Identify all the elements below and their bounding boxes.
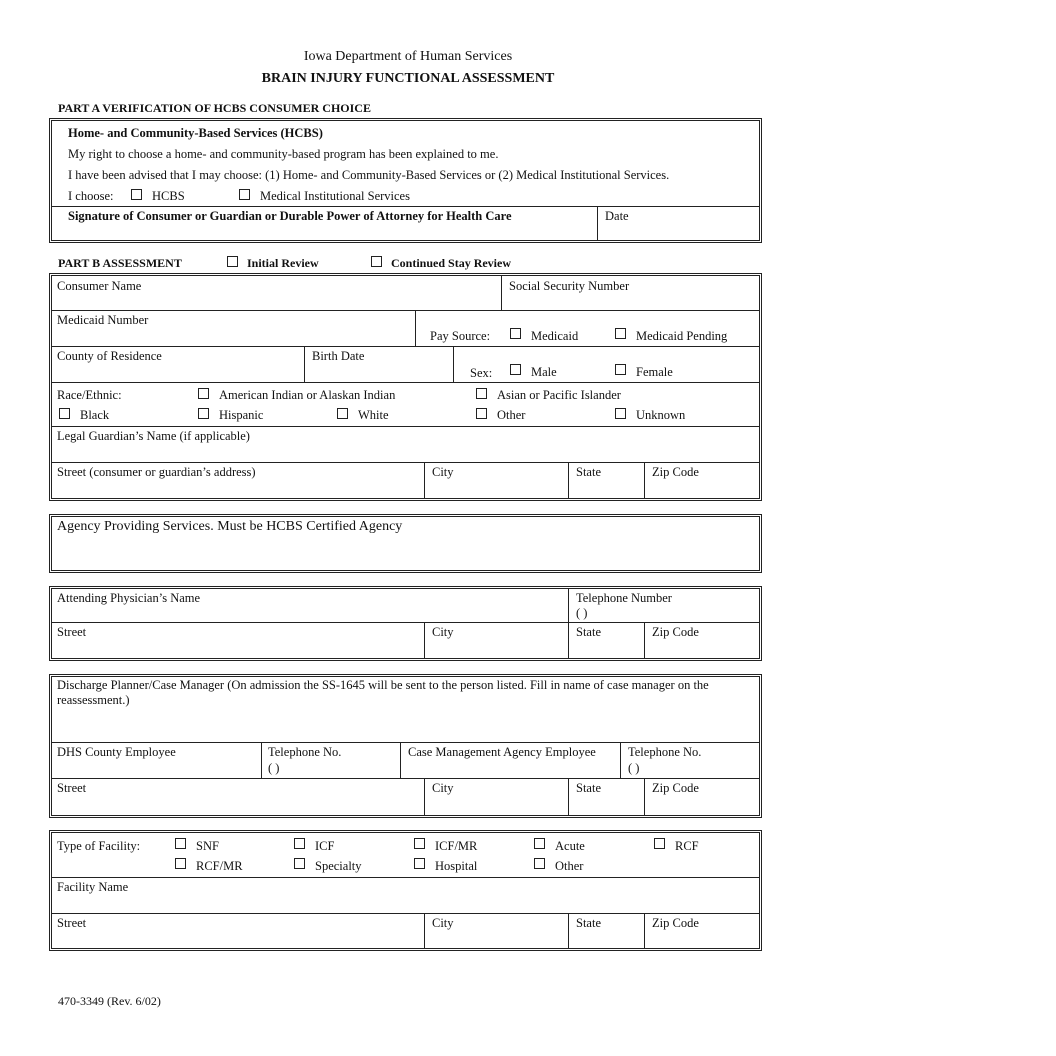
- divider: [644, 462, 645, 498]
- signature-field[interactable]: [52, 222, 596, 239]
- divider: [415, 310, 416, 346]
- race-asian-label: Asian or Pacific Islander: [497, 388, 621, 402]
- divider: [261, 742, 262, 778]
- facility-icfmr-label: ICF/MR: [435, 839, 478, 853]
- divider: [52, 206, 759, 207]
- divider: [52, 877, 759, 878]
- divider: [52, 913, 759, 914]
- physician-city-label: City: [432, 625, 454, 639]
- divider: [52, 462, 759, 463]
- guardian-name-label: Legal Guardian’s Name (if applicable): [57, 429, 250, 443]
- medical-institutional-option-label: Medical Institutional Services: [260, 189, 410, 203]
- facility-city-label: City: [432, 916, 454, 930]
- race-black-label: Black: [80, 408, 110, 422]
- divider: [424, 913, 425, 948]
- race-white-checkbox[interactable]: [337, 408, 348, 419]
- discharge-planner-label: Discharge Planner/Case Manager (On admission the SS-1645 will be sent to the person listed. Fill in name of case manager on the reassessment.): [57, 678, 709, 707]
- facility-snf-checkbox[interactable]: [175, 838, 186, 849]
- dhs-county-employee-label: DHS County Employee: [57, 745, 176, 759]
- facility-icf-checkbox[interactable]: [294, 838, 305, 849]
- facility-snf-label: SNF: [196, 839, 219, 853]
- signature-label: Signature of Consumer or Guardian or Durable Power of Attorney for Health Care: [68, 209, 512, 223]
- continued-stay-review-label: Continued Stay Review: [391, 256, 512, 270]
- physician-street-label: Street: [57, 625, 87, 639]
- agency-providing-label: Agency Providing Services. Must be HCBS Certified Agency: [57, 519, 403, 534]
- divider: [52, 622, 759, 623]
- case-management-employee-label: Case Management Agency Employee: [408, 745, 596, 759]
- discharge-city-label: City: [432, 781, 454, 795]
- facility-zip-label: Zip Code: [652, 916, 699, 930]
- pay-medicaid-pending-checkbox[interactable]: [615, 328, 626, 339]
- divider: [568, 913, 569, 948]
- pay-medicaid-pending-label: Medicaid Pending: [636, 329, 728, 343]
- state-label: State: [576, 465, 601, 479]
- race-white-label: White: [358, 408, 389, 422]
- divider: [52, 426, 759, 427]
- hcbs-subheading: Home- and Community-Based Services (HCBS): [68, 126, 323, 140]
- form-title: BRAIN INJURY FUNCTIONAL ASSESSMENT: [261, 71, 555, 86]
- physician-telephone-label: Telephone Number: [576, 591, 672, 605]
- continued-stay-review-checkbox[interactable]: [371, 256, 382, 267]
- medicaid-number-label: Medicaid Number: [57, 313, 149, 327]
- facility-acute-checkbox[interactable]: [534, 838, 545, 849]
- divider: [52, 778, 759, 779]
- race-american-indian-label: American Indian or Alaskan Indian: [219, 388, 396, 402]
- divider: [52, 346, 759, 347]
- county-label: County of Residence: [57, 349, 162, 363]
- race-asian-checkbox[interactable]: [476, 388, 487, 399]
- female-checkbox[interactable]: [615, 364, 626, 375]
- facility-name-label: Facility Name: [57, 880, 129, 894]
- sex-label: Sex:: [470, 366, 493, 380]
- advised-text: I have been advised that I may choose: (1) Home- and Community-Based Services or (2) Medical Institutional Services.: [68, 168, 670, 182]
- divider: [453, 346, 454, 382]
- area-code-1: ( ): [268, 761, 280, 775]
- male-checkbox[interactable]: [510, 364, 521, 375]
- part-b-heading: PART B ASSESSMENT: [58, 256, 182, 270]
- divider: [424, 462, 425, 498]
- race-unknown-checkbox[interactable]: [615, 408, 626, 419]
- race-other-label: Other: [497, 408, 526, 422]
- date-field[interactable]: [599, 222, 757, 239]
- race-hispanic-checkbox[interactable]: [198, 408, 209, 419]
- facility-state-label: State: [576, 916, 601, 930]
- divider: [644, 778, 645, 815]
- divider: [568, 462, 569, 498]
- initial-review-checkbox[interactable]: [227, 256, 238, 267]
- facility-other-label: Other: [555, 859, 584, 873]
- initial-review-label: Initial Review: [247, 256, 319, 270]
- facility-street-label: Street: [57, 916, 87, 930]
- physician-zip-label: Zip Code: [652, 625, 699, 639]
- divider: [597, 206, 598, 240]
- physician-state-label: State: [576, 625, 601, 639]
- form-number: 470-3349 (Rev. 6/02): [58, 994, 161, 1008]
- race-hispanic-label: Hispanic: [219, 408, 264, 422]
- race-unknown-label: Unknown: [636, 408, 686, 422]
- facility-icfmr-checkbox[interactable]: [414, 838, 425, 849]
- pay-source-label: Pay Source:: [430, 329, 491, 343]
- i-choose-label: I choose:: [68, 189, 114, 203]
- part-a-heading: PART A VERIFICATION OF HCBS CONSUMER CHOICE: [58, 101, 371, 115]
- discharge-zip-label: Zip Code: [652, 781, 699, 795]
- medical-institutional-checkbox[interactable]: [239, 189, 250, 200]
- race-other-checkbox[interactable]: [476, 408, 487, 419]
- street-label: Street (consumer or guardian’s address): [57, 465, 256, 479]
- divider: [52, 382, 759, 383]
- facility-rcfmr-label: RCF/MR: [196, 859, 243, 873]
- divider: [52, 310, 759, 311]
- male-label: Male: [531, 365, 557, 379]
- race-black-checkbox[interactable]: [59, 408, 70, 419]
- right-to-choose-text: My right to choose a home- and community-based program has been explained to me.: [68, 147, 499, 161]
- facility-hospital-checkbox[interactable]: [414, 858, 425, 869]
- divider: [644, 622, 645, 658]
- consumer-name-label: Consumer Name: [57, 279, 142, 293]
- race-american-indian-checkbox[interactable]: [198, 388, 209, 399]
- facility-icf-label: ICF: [315, 839, 335, 853]
- facility-specialty-checkbox[interactable]: [294, 858, 305, 869]
- facility-rcfmr-checkbox[interactable]: [175, 858, 186, 869]
- area-code-2: ( ): [628, 761, 640, 775]
- physician-name-label: Attending Physician’s Name: [57, 591, 201, 605]
- facility-hospital-label: Hospital: [435, 859, 478, 873]
- female-label: Female: [636, 365, 673, 379]
- hcbs-checkbox[interactable]: [131, 189, 142, 200]
- zip-code-label: Zip Code: [652, 465, 699, 479]
- pay-medicaid-checkbox[interactable]: [510, 328, 521, 339]
- facility-rcf-checkbox[interactable]: [654, 838, 665, 849]
- discharge-state-label: State: [576, 781, 601, 795]
- divider: [568, 589, 569, 658]
- facility-rcf-label: RCF: [675, 839, 699, 853]
- telephone-label-2: Telephone No.: [628, 745, 702, 759]
- divider: [400, 742, 401, 778]
- facility-specialty-label: Specialty: [315, 859, 362, 873]
- divider: [424, 622, 425, 658]
- divider: [620, 742, 621, 778]
- telephone-label-1: Telephone No.: [268, 745, 342, 759]
- divider: [644, 913, 645, 948]
- pay-medicaid-label: Medicaid: [531, 329, 579, 343]
- facility-other-checkbox[interactable]: [534, 858, 545, 869]
- date-label: Date: [605, 209, 629, 223]
- divider: [304, 346, 305, 382]
- divider: [568, 778, 569, 815]
- birth-date-label: Birth Date: [312, 349, 365, 363]
- agency-name: Iowa Department of Human Services: [303, 49, 513, 64]
- race-label: Race/Ethnic:: [57, 388, 122, 402]
- physician-area-code: ( ): [576, 606, 588, 620]
- facility-acute-label: Acute: [555, 839, 585, 853]
- divider: [52, 742, 759, 743]
- divider: [501, 276, 502, 310]
- city-label: City: [432, 465, 454, 479]
- divider: [424, 778, 425, 815]
- discharge-street-label: Street: [57, 781, 87, 795]
- ssn-label: Social Security Number: [509, 279, 630, 293]
- facility-type-label: Type of Facility:: [57, 839, 141, 853]
- hcbs-option-label: HCBS: [152, 189, 185, 203]
